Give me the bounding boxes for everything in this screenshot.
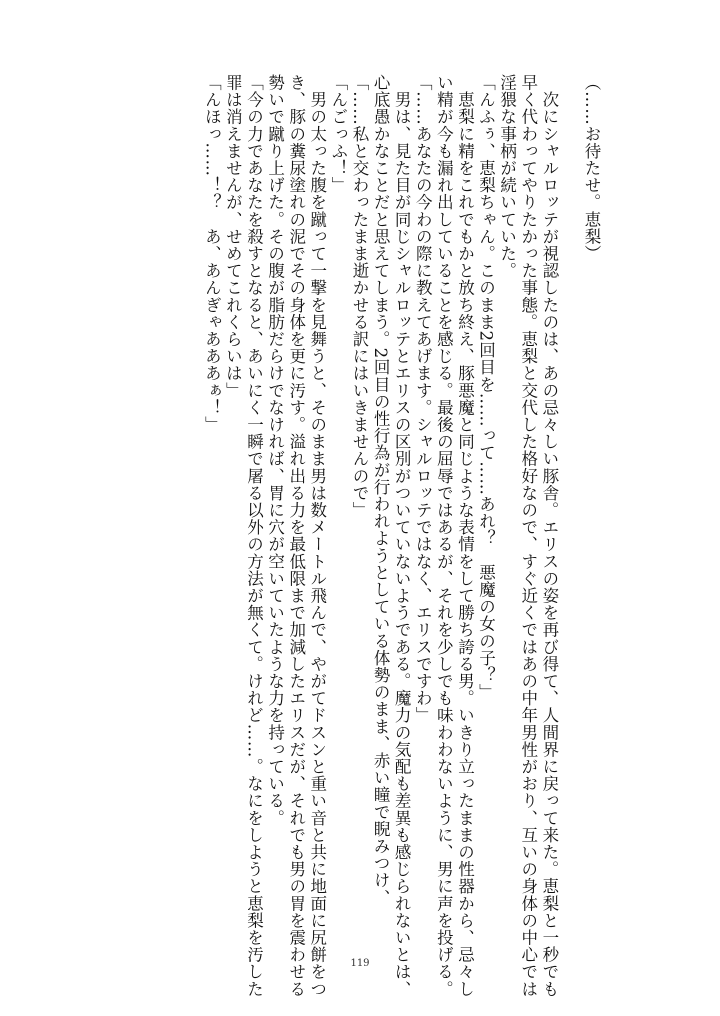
- blank-line: [560, 74, 581, 940]
- text-line: き、豚の糞尿塗れの泥でその身体を更に汚す。溢れ出る力を最低限まで加減したエリスだが、それでも男の胃を震わせる: [286, 74, 306, 998]
- text-line: 「……私と交わったまま逝かせる訳にはいきませんので」: [349, 74, 369, 519]
- text-line: 早く代わってやりたかった事態。恵梨と交代した格好なので、すぐ近くではあの中年男性がおり、互いの身体の中心では: [518, 74, 538, 998]
- text-line: 勢いで蹴り上げた。その腹が脂肪だらけでなければ、胃に穴が空いていたような力を持っている。: [265, 74, 285, 827]
- page-number: 119: [350, 958, 370, 969]
- text-line: 男の太った腹を蹴って一撃を見舞うと、そのまま男は数メートル飛んで、やがてドスンと重い音と共に地面に尻餅をつ: [307, 74, 327, 998]
- text-line: 「んほっ……！？ あ、あんぎゃあああぁ！」: [202, 74, 222, 434]
- text-line: 次にシャルロッテが視認したのは、あの忌々しい豚舎。エリスの姿を再び得て、人間界に戻って来た。恵梨と一秒でも: [539, 74, 559, 998]
- text-line: 「んふぅ、恵梨ちゃん。このまま2回目を……って……あれ？ 悪魔の女の子？」: [476, 74, 496, 701]
- text-line: 「今の力であなたを殺すとなると、あいにく一瞬で屠る以外の方法が無くて。けれど……。なにをしようと恵梨を汚した: [244, 74, 264, 998]
- text-line: 罪は消えませんが、せめてこれくらいは」: [223, 74, 243, 399]
- text-line: 心底愚かなことだと思えてしまう。2回目の性行為が行われようとしている体勢のまま、赤い瞳で睨みつけ、: [371, 74, 391, 906]
- text-line: 淫猥な事柄が続いていた。: [497, 74, 517, 280]
- text-line: い精が今も漏れ出していることを感じる。最後の屈辱ではあるが、それを少しでも味わわないように、男に声を投げる。: [434, 74, 454, 998]
- text-line: （……お待たせ。恵梨）: [582, 74, 601, 263]
- text-line: 「……あなたの今わの際に教えてあげます。シャルロッテではなく、エリスですわ」: [413, 74, 433, 724]
- text-line: 「んごっふ！」: [328, 74, 348, 194]
- text-line: 恵梨に精をこれでもかと放ち終え、豚悪魔と同じような表情をして勝ち誇る男。いきり立ったままの性器から、忌々し: [455, 74, 475, 998]
- text-line: 男は、見た目が同じシャルロッテとエリスの区別がついていないようである。魔力の気配も差異も感じられないとは、: [392, 74, 412, 998]
